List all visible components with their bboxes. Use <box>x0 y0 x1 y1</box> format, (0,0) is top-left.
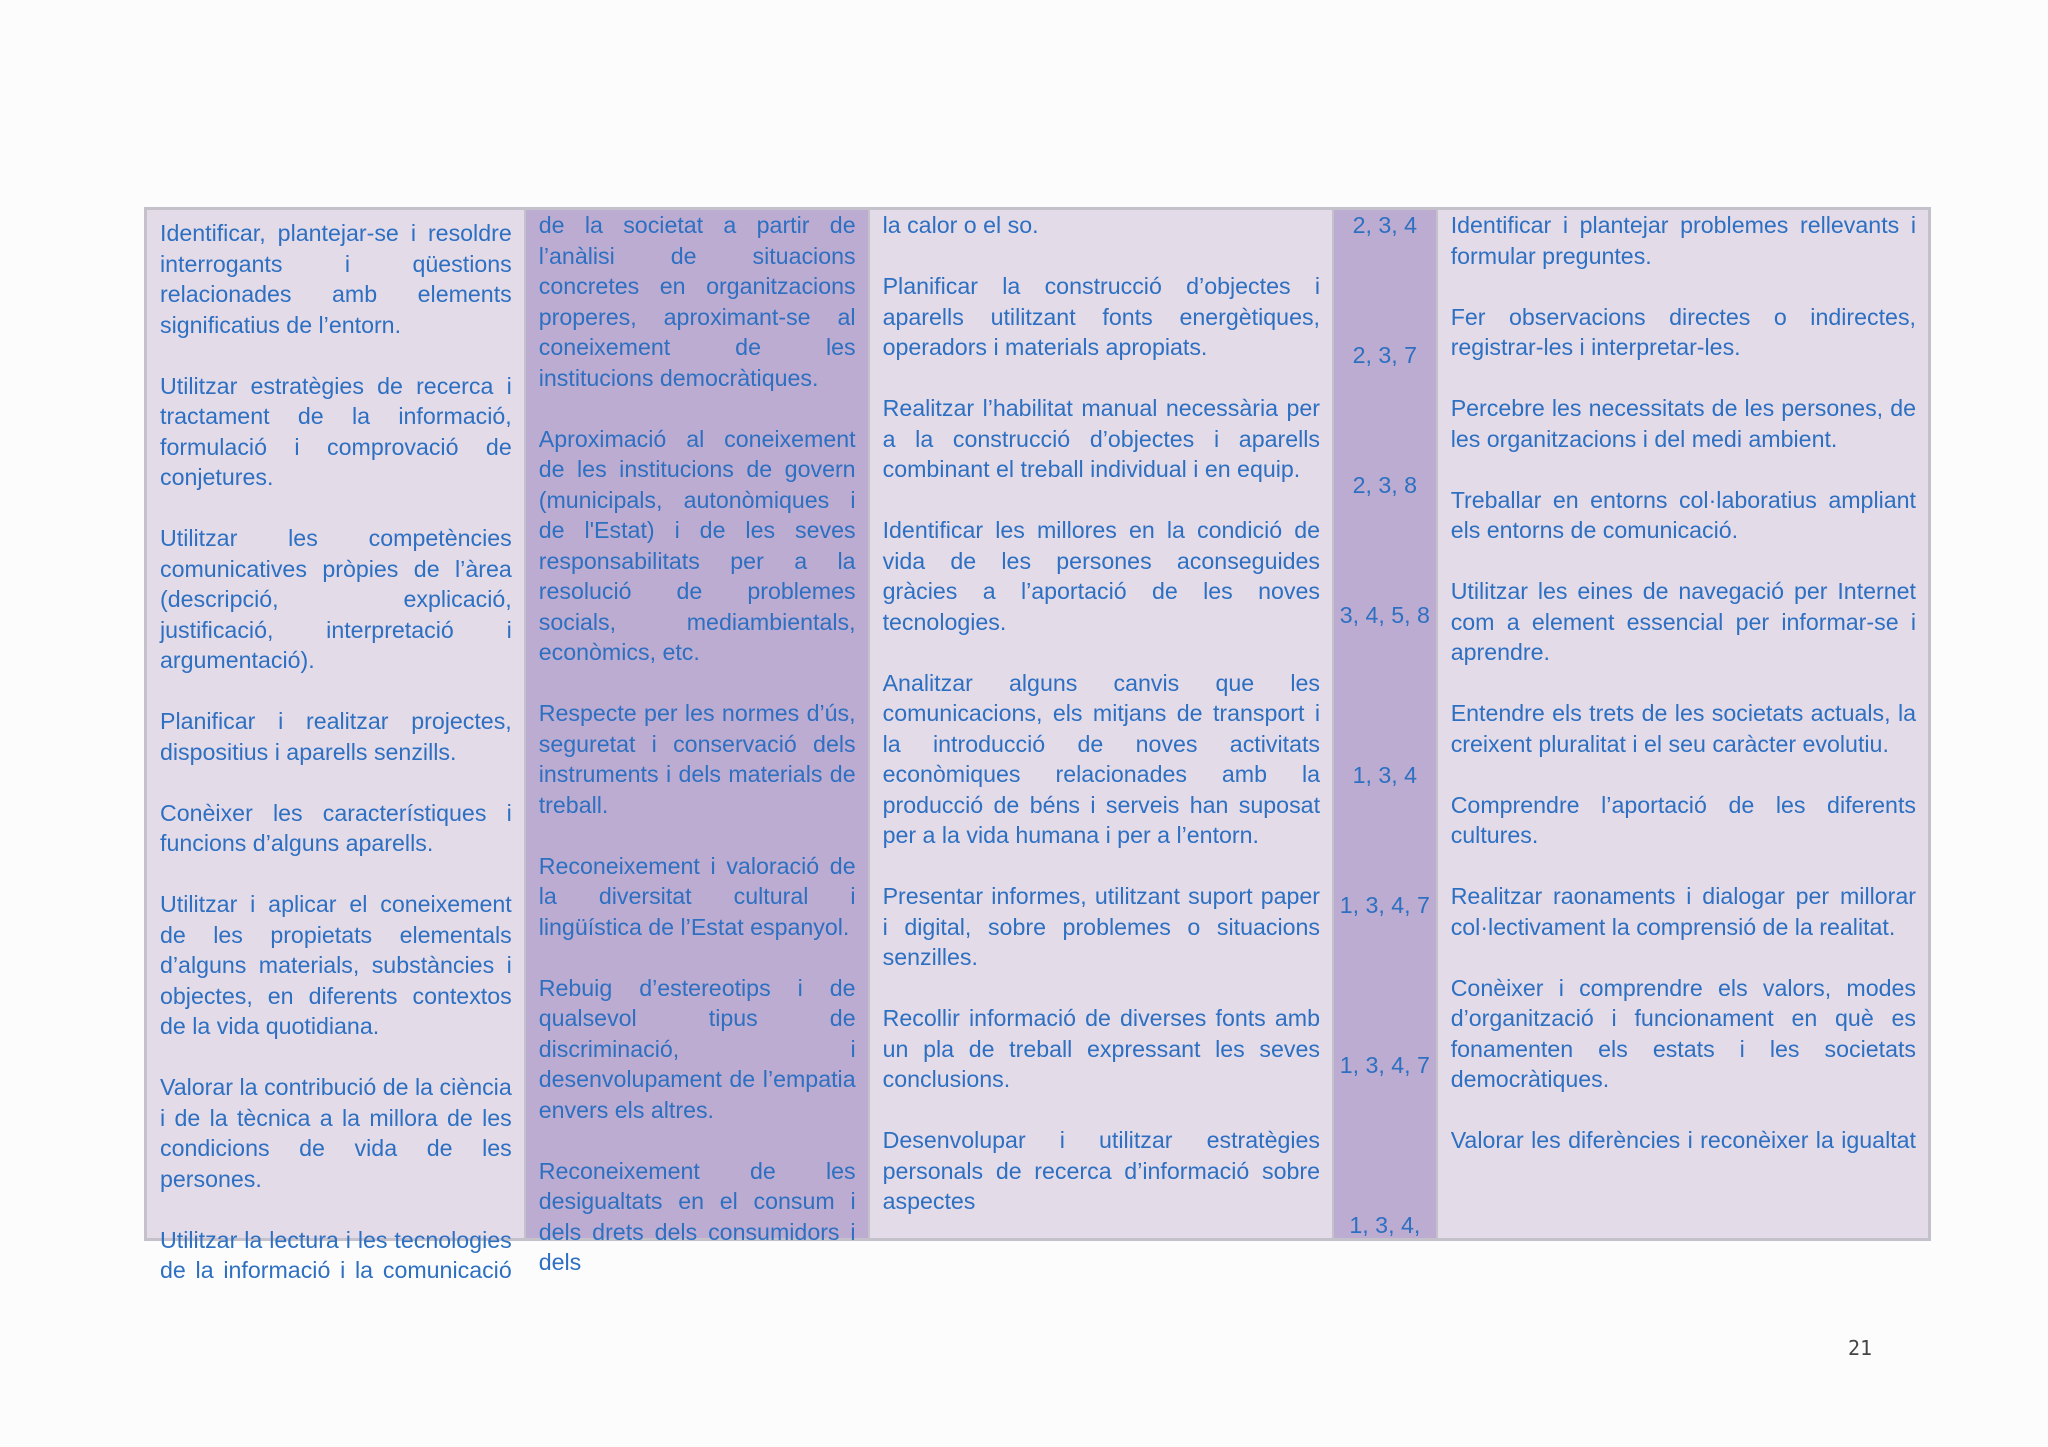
general-item: Conèixer i comprendre els valors, modes d’organització i funcionament en què es fonamenten els estats i les societats democràtiques. <box>1450 974 1916 1092</box>
content-item: Reconeixement i valoració de la diversitat cultural i lingüística de l’Estat espanyol. <box>538 852 856 940</box>
content-item: Rebuig d’estereotips i de qualsevol tipus de discriminació, i desenvolupament de l’empatia envers els altres. <box>538 974 856 1123</box>
content-item: Reconeixement de les desigualtats en el consum i dels drets dels consumidors i dels <box>538 1157 856 1275</box>
criterion-item: Planificar la construcció d’objectes i aparells utilitzant fonts energètiques, operadors i materials apropiats. <box>882 273 1321 360</box>
competence-ref: 3, 4, 5, 8 <box>1339 602 1430 628</box>
page-number: 21 <box>1848 1336 1873 1360</box>
general-item: Treballar en entorns col·laboratius ampliant els entorns de comunicació. <box>1450 486 1916 543</box>
competence-ref: 1, 3, 4, 7 <box>1339 1052 1430 1078</box>
objective-item: Utilitzar la lectura i les tecnologies de la informació i la comunicació <box>160 1226 512 1283</box>
general-item: Valorar les diferències i reconèixer la igualtat <box>1450 1127 1916 1153</box>
general-item: Entendre els trets de les societats actuals, la creixent pluralitat i el seu caràcter evolutiu. <box>1450 700 1916 757</box>
content-item: Respecte per les normes d’ús, seguretat i conservació dels instruments i dels materials de treball. <box>538 700 856 818</box>
objective-item: Utilitzar les competències comunicatives pròpies de l’àrea (descripció, explicació, justificació, interpretació i argumentació). <box>160 525 512 673</box>
competence-ref: 2, 3, 4 <box>1352 212 1418 238</box>
general-item: Realitzar raonaments i dialogar per millorar col·lectivament la comprensió de la realitat. <box>1450 883 1916 940</box>
competence-ref: 2, 3, 8 <box>1352 472 1418 498</box>
general-item: Percebre les necessitats de les persones, de les organitzacions i del medi ambient. <box>1450 395 1916 452</box>
criterion-item: Analitzar alguns canvis que les comunicacions, els mitjans de transport i la introducció de noves activitats econòmiques relacionades amb la producció de béns i serveis han suposat per a la vida humana i per a l’entorn. <box>882 669 1321 848</box>
contents-column <box>526 210 870 1275</box>
content-item: de la societat a partir de l’anàlisi de situacions concretes en organitzacions properes, aproximant-se al coneixement de les institucions democràtiques. <box>538 212 856 391</box>
competence-ref: 2, 3, 7 <box>1352 342 1418 368</box>
objective-item: Utilitzar estratègies de recerca i tractament de la informació, formulació i comprovació de conjetures. <box>160 372 512 490</box>
objective-item: Identificar, plantejar-se i resoldre interrogants i qüestions relacionades amb elements significatius de l’entorn. <box>160 220 512 338</box>
criterion-item: Desenvolupar i utilitzar estratègies personals de recerca d’informació sobre aspectes <box>882 1127 1321 1214</box>
general-item: Identificar i plantejar problemes rellevants i formular preguntes. <box>1450 212 1916 269</box>
objectives-column <box>147 210 526 1283</box>
objective-item: Valorar la contribució de la ciència i de la tècnica a la millora de les condicions de vida de les persones. <box>160 1074 512 1192</box>
objective-item: Conèixer les característiques i funcions d’alguns aparells. <box>160 799 512 856</box>
curriculum-table <box>144 207 1931 1283</box>
objective-item: Utilitzar i aplicar el coneixement de les propietats elementals d’alguns materials, substàncies i objectes, en diferents contextos de la vida quotidiana. <box>160 891 512 1039</box>
general-item: Comprendre l’aportació de les diferents cultures. <box>1450 791 1916 848</box>
competence-ref: 1, 3, 4 <box>1352 762 1418 788</box>
content-item: Aproximació al coneixement de les institucions de govern (municipals, autonòmiques i de l'Estat) i de les seves responsabilitats per a la resolució de problemes socials, mediambientals, econòmics, etc. <box>538 425 856 665</box>
criterion-item: Presentar informes, utilitzant suport paper i digital, sobre problemes o situacions senzilles. <box>882 883 1321 970</box>
criterion-item: Identificar les millores en la condició de vida de les persones aconseguides gràcies a l’aportació de les noves tecnologies. <box>882 517 1321 635</box>
criterion-item: la calor o el so. <box>882 212 1039 238</box>
competence-ref: 1, 3, 4, <box>1349 1212 1421 1238</box>
competences-column <box>1334 210 1438 1238</box>
competence-ref: 1, 3, 4, 7 <box>1339 892 1430 918</box>
criterion-item: Recollir informació de diverses fonts amb un pla de treball expressant les seves conclusions. <box>882 1005 1321 1092</box>
general-item: Fer observacions directes o indirectes, registrar-les i interpretar-les. <box>1450 303 1916 360</box>
general-item: Utilitzar les eines de navegació per Internet com a element essencial per informar-se i aprendre. <box>1450 578 1916 665</box>
criterion-item: Realitzar l’habilitat manual necessària per a la construcció d’objectes i aparells combinant el treball individual i en equip. <box>882 395 1321 482</box>
criteria-column <box>870 210 1334 1238</box>
objective-item: Planificar i realitzar projectes, dispositius i aparells senzills. <box>160 708 512 765</box>
general-objectives-column <box>1438 210 1928 1238</box>
